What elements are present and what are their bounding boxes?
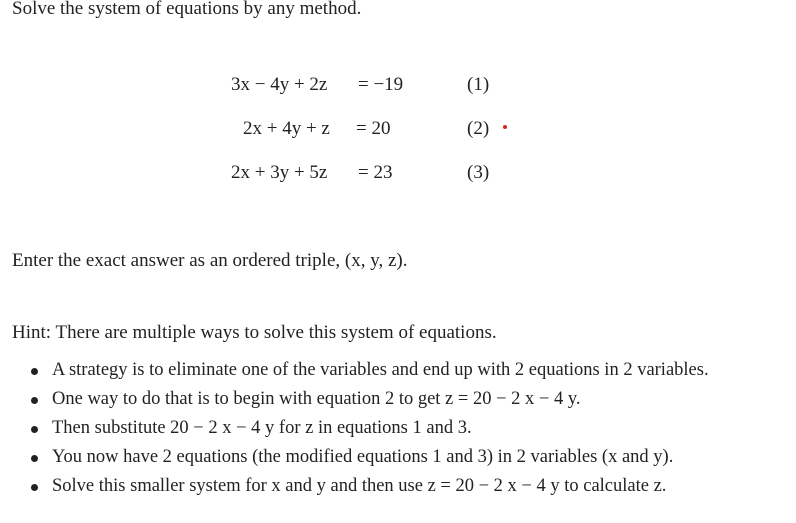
equation-1-tag: (1) <box>467 74 490 95</box>
hint-item: Solve this smaller system for x and y and then use z = 20 − 2 x − 4 y to calculate z. <box>26 472 709 501</box>
hint-title: Hint: There are multiple ways to solve this system of equations. <box>12 322 497 343</box>
equation-3-rhs: = 23 <box>358 162 393 183</box>
equation-2-lhs: 2x + 4y + z <box>243 118 330 139</box>
equation-1-lhs: 3x − 4y + 2z <box>231 74 328 95</box>
hint-item: You now have 2 equations (the modified equations 1 and 3) in 2 variables (x and y). <box>26 443 709 472</box>
equation-3-lhs: 2x + 3y + 5z <box>231 162 328 183</box>
problem-prompt: Solve the system of equations by any method. <box>12 0 362 19</box>
answer-instruction: Enter the exact answer as an ordered triple, (x, y, z). <box>12 250 408 271</box>
hint-item: A strategy is to eliminate one of the variables and end up with 2 equations in 2 variables. <box>26 356 709 385</box>
hint-list <box>26 356 709 501</box>
equation-3-tag: (3) <box>467 162 490 183</box>
equation-2-tag: (2) <box>467 118 490 139</box>
equation-1-rhs: = −19 <box>358 74 404 95</box>
hint-item: One way to do that is to begin with equation 2 to get z = 20 − 2 x − 4 y. <box>26 385 709 414</box>
required-marker-dot <box>503 125 507 129</box>
hint-item: Then substitute 20 − 2 x − 4 y for z in equations 1 and 3. <box>26 414 709 443</box>
equation-2-rhs: = 20 <box>356 118 391 139</box>
